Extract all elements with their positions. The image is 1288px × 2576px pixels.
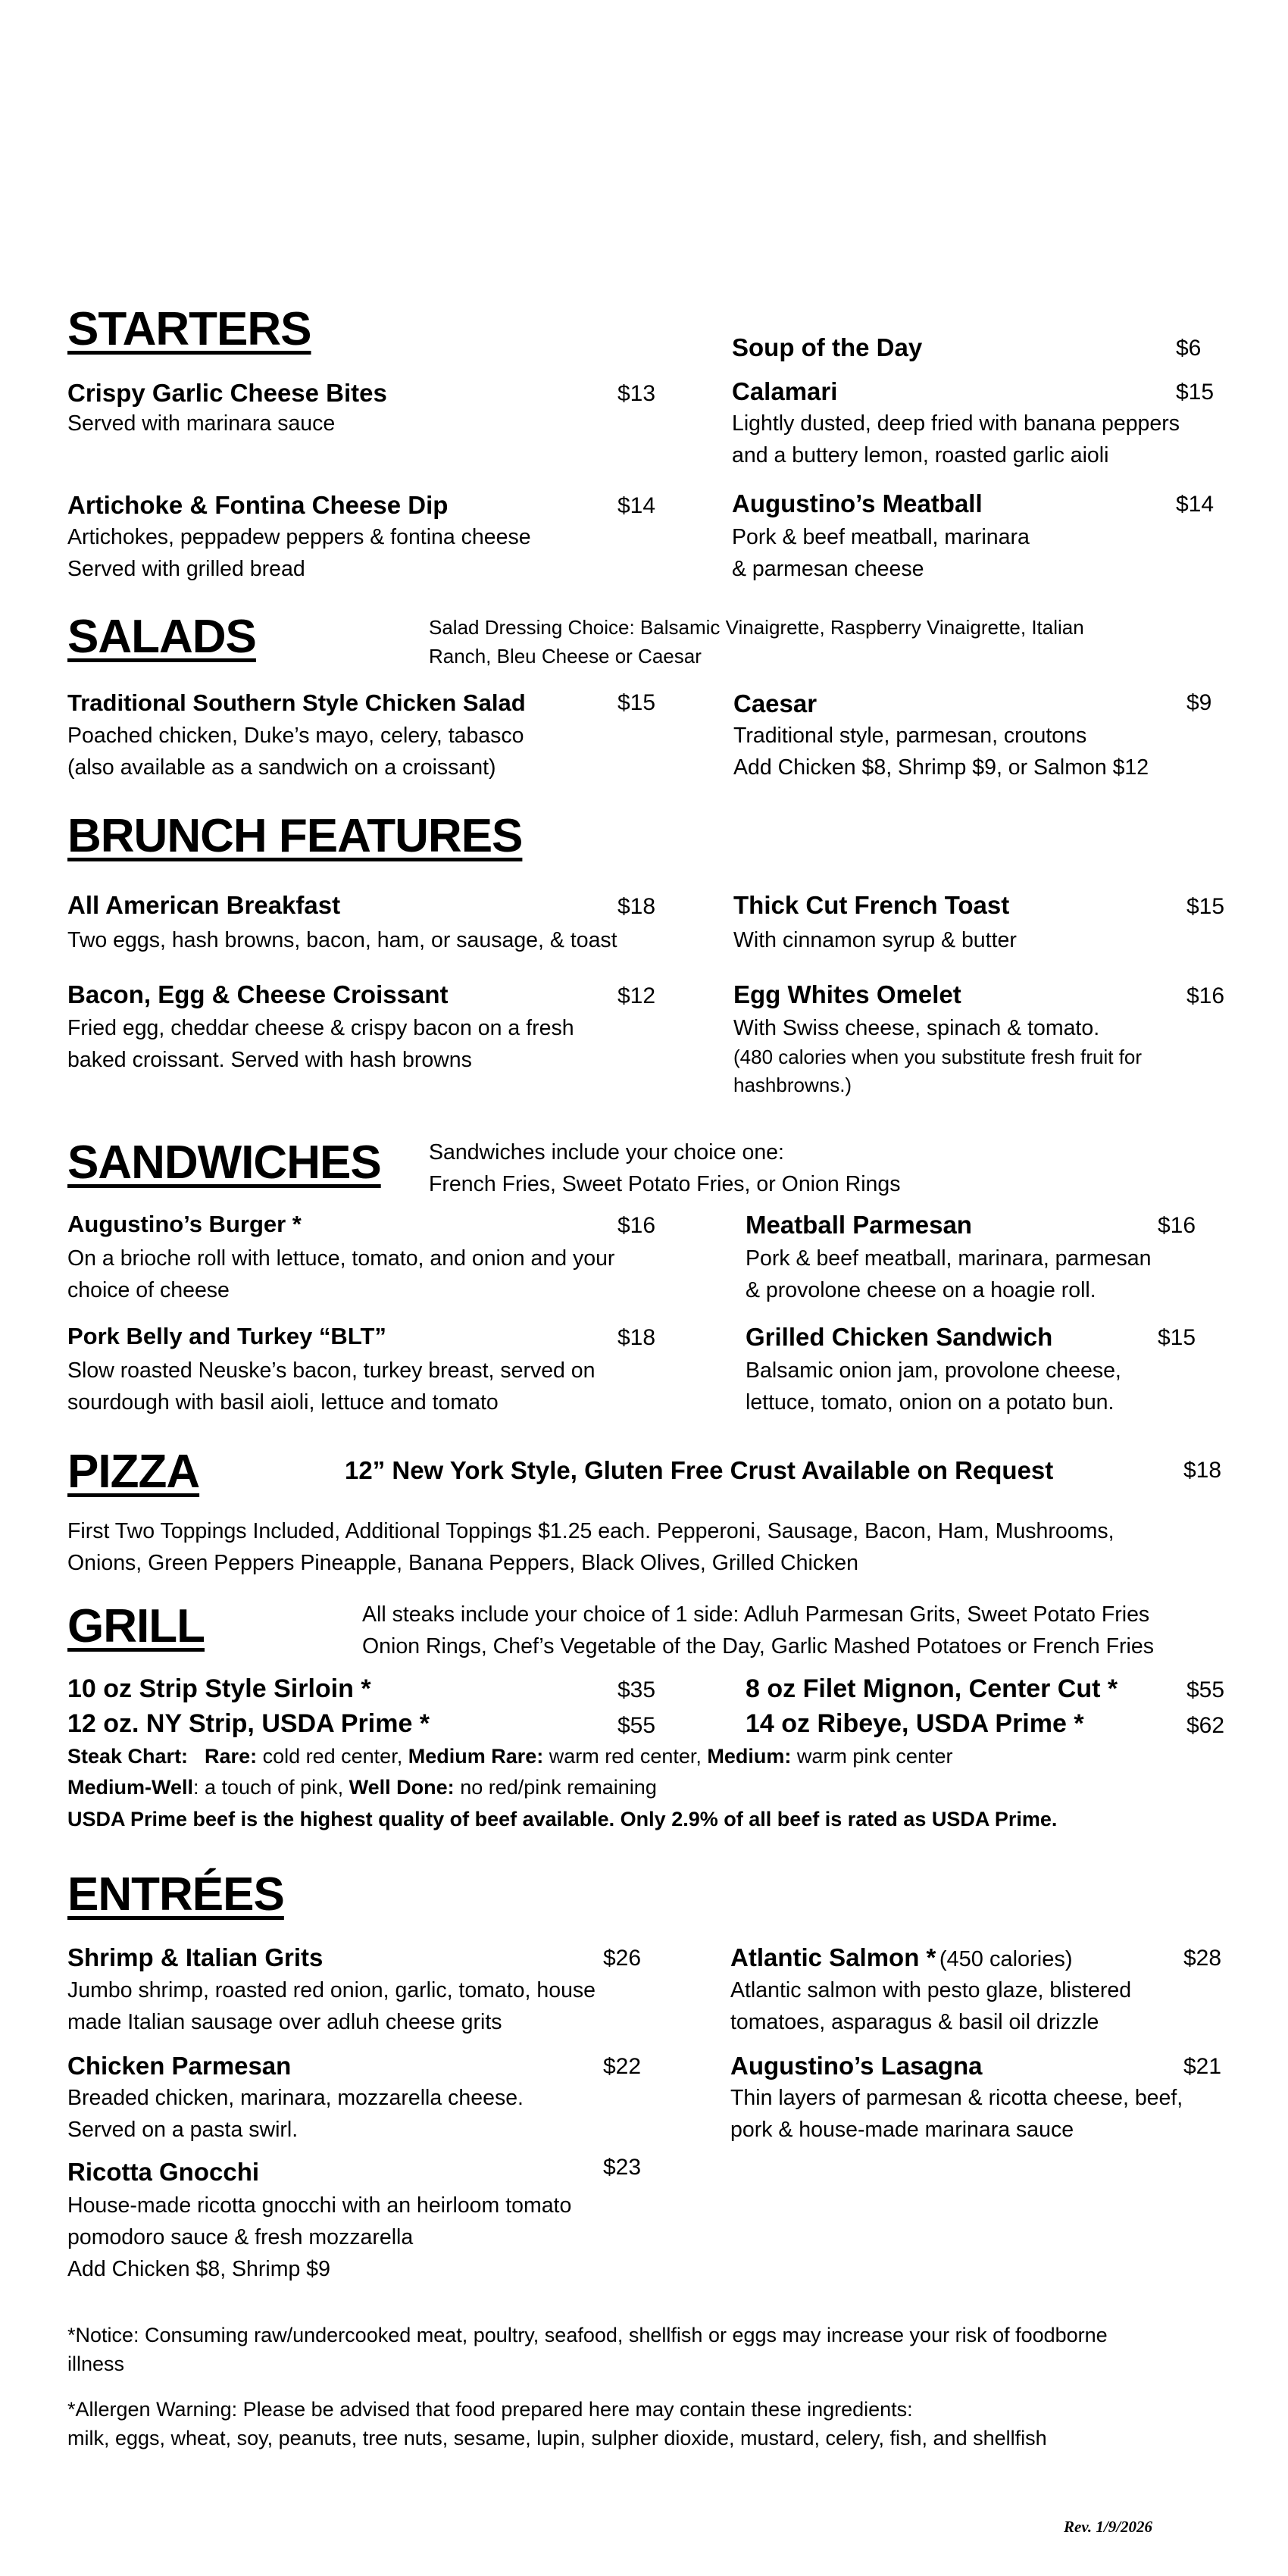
item-price: $18 [617,894,656,919]
item-price: $28 [1183,1946,1222,1971]
item-desc: Traditional style, parmesan, croutons [733,724,1087,748]
item-name: Caesar [733,689,818,717]
item-price: $6 [1176,336,1202,361]
item-desc: House-made ricotta gnocchi with an heirloom tomato [67,2193,572,2218]
item-desc: Slow roasted Neuske’s bacon, turkey breast, served on [67,1358,596,1383]
item-price: $13 [617,381,656,406]
item-name: Ricotta Gnocchi [67,2158,260,2186]
medium-label: Medium: [707,1745,792,1768]
salad-dressing-note: Salad Dressing Choice: Balsamic Vinaigrette, Raspberry Vinaigrette, Italian [429,616,1084,639]
salad-dressing-note: Ranch, Bleu Cheese or Caesar [429,645,702,667]
grill-heading: GRILL [67,1600,205,1652]
item-desc: pomodoro sauce & fresh mozzarella [67,2225,414,2249]
item-desc: Lightly dusted, deep fried with banana peppers [732,411,1180,436]
item-name: Thick Cut French Toast [733,891,1010,919]
item-desc: Served with marinara sauce [67,411,336,436]
item-name: Calamari [732,377,838,405]
item-desc: lettuce, tomato, onion on a potato bun. [746,1390,1114,1415]
medium-desc: warm pink center [796,1745,953,1768]
pizza-price: $18 [1183,1458,1222,1483]
item-price: $18 [617,1325,656,1350]
usda-prime-note: USDA Prime beef is the highest quality of beef available. Only 2.9% of all beef is rated as USDA Prime. [67,1808,1058,1830]
item-desc: and a buttery lemon, roasted garlic aioli [732,443,1109,467]
item-name: Atlantic Salmon * [730,1943,936,1971]
brunch-heading: BRUNCH FEATURES [67,810,523,862]
item-name: 14 oz Ribeye, USDA Prime * [746,1709,1084,1738]
grill-sides-note: Onion Rings, Chef’s Vegetable of the Day, Garlic Mashed Potatoes or French Fries [362,1634,1154,1658]
item-calories: (450 calories) [939,1947,1073,1971]
item-price: $21 [1183,2054,1222,2079]
item-name: 12 oz. NY Strip, USDA Prime * [67,1709,430,1738]
item-name: Grilled Chicken Sandwich [746,1323,1053,1351]
item-desc: With Swiss cheese, spinach & tomato. [733,1016,1100,1040]
steak-chart [67,1741,952,1772]
item-price: $55 [1186,1677,1225,1702]
item-price: $16 [1186,983,1225,1008]
item-name: 8 oz Filet Mignon, Center Cut * [746,1674,1118,1703]
item-name: Augustino’s Meatball [732,489,983,517]
item-desc: Atlantic salmon with pesto glaze, blistered [730,1978,1132,2002]
sandwiches-heading: SANDWICHES [67,1136,381,1189]
item-price: $16 [617,1213,656,1238]
item-desc: On a brioche roll with lettuce, tomato, and onion and your [67,1246,615,1271]
pizza-toppings: Onions, Green Peppers Pineapple, Banana Peppers, Black Olives, Grilled Chicken [67,1551,858,1575]
salads-heading: SALADS [67,611,256,663]
revision-date: Rev. 1/9/2026 [1064,2518,1153,2536]
item-desc: sourdough with basil aioli, lettuce and tomato [67,1390,499,1415]
item-price: $55 [617,1713,656,1738]
medium-well-label: Medium-Well [67,1776,194,1799]
item-name: Shrimp & Italian Grits [67,1943,324,1971]
item-name: Chicken Parmesan [67,2052,292,2080]
pizza-headline: 12” New York Style, Gluten Free Crust Available on Request [345,1456,1054,1484]
item-desc: choice of cheese [67,1278,230,1302]
steak-chart-label: Steak Chart: [67,1745,189,1768]
allergen-warning: *Allergen Warning: Please be advised that food prepared here may contain these ingredients: [67,2398,913,2421]
item-name: All American Breakfast [67,891,341,919]
item-desc: Add Chicken $8, Shrimp $9 [67,2257,330,2281]
item-desc: & provolone cheese on a hoagie roll. [746,1278,1096,1302]
item-name: Meatball Parmesan [746,1211,972,1239]
consumption-notice: illness [67,2352,125,2375]
item-calorie-note: hashbrowns.) [733,1074,852,1096]
item-price: $15 [1158,1325,1196,1350]
well-done-label: Well Done: [349,1776,455,1799]
medium-rare-label: Medium Rare: [408,1745,544,1768]
item-name: Traditional Southern Style Chicken Salad [67,689,526,716]
item-desc: Served with grilled bread [67,557,305,581]
pizza-heading: PIZZA [67,1446,200,1498]
item-desc: Two eggs, hash browns, bacon, ham, or sausage, & toast [67,928,617,952]
item-price: $35 [617,1677,656,1702]
rare-desc: cold red center, [262,1745,403,1768]
item-price: $9 [1186,690,1212,715]
starters-heading: STARTERS [67,303,311,355]
item-name: Egg Whites Omelet [733,980,961,1008]
entrees-heading: ENTRÉES [67,1868,284,1921]
item-desc: Pork & beef meatball, marinara [732,525,1030,549]
item-price: $22 [603,2054,642,2079]
item-calorie-note: (480 calories when you substitute fresh fruit for [733,1046,1143,1068]
item-price: $16 [1158,1213,1196,1238]
sandwich-sides-note: French Fries, Sweet Potato Fries, or Onion Rings [429,1172,901,1196]
item-price: $15 [1186,894,1225,919]
medium-rare-desc: warm red center, [549,1745,702,1768]
item-name: Pork Belly and Turkey “BLT” [67,1323,386,1349]
item-desc: (also available as a sandwich on a croissant) [67,755,496,780]
item-desc: Jumbo shrimp, roasted red onion, garlic, tomato, house [67,1978,596,2002]
item-title-row [730,1945,1073,1971]
item-desc: pork & house-made marinara sauce [730,2118,1074,2142]
well-done-desc: no red/pink remaining [460,1776,657,1799]
item-name: Crispy Garlic Cheese Bites [67,379,387,407]
item-price: $15 [617,690,656,715]
item-desc: Balsamic onion jam, provolone cheese, [746,1358,1121,1383]
item-desc: tomatoes, asparagus & basil oil drizzle [730,2010,1099,2034]
item-desc: baked croissant. Served with hash browns [67,1048,472,1072]
item-price: $12 [617,983,656,1008]
item-desc: made Italian sausage over adluh cheese grits [67,2010,502,2034]
item-desc: Breaded chicken, marinara, mozzarella cheese. [67,2086,524,2110]
item-price: $15 [1176,380,1215,405]
item-price: $14 [617,493,656,518]
item-desc: With cinnamon syrup & butter [733,928,1017,952]
grill-sides-note: All steaks include your choice of 1 side: Adluh Parmesan Grits, Sweet Potato Fries [362,1602,1150,1627]
item-price: $62 [1186,1713,1225,1738]
item-name: Augustino’s Lasagna [730,2052,983,2080]
item-name: Bacon, Egg & Cheese Croissant [67,980,449,1008]
item-desc: Fried egg, cheddar cheese & crispy bacon on a fresh [67,1016,574,1040]
item-desc: Pork & beef meatball, marinara, parmesan [746,1246,1152,1271]
item-desc: Add Chicken $8, Shrimp $9, or Salmon $12 [733,755,1149,780]
consumption-notice: *Notice: Consuming raw/undercooked meat, poultry, seafood, shellfish or eggs may increase your risk of foodborne [67,2324,1108,2346]
item-desc: Thin layers of parmesan & ricotta cheese, beef, [730,2086,1183,2110]
item-name: Augustino’s Burger * [67,1211,302,1237]
item-price: $26 [603,1946,642,1971]
item-name: Soup of the Day [732,333,923,361]
item-price: $23 [603,2155,642,2180]
item-name: Artichoke & Fontina Cheese Dip [67,491,449,519]
item-price: $14 [1176,492,1215,517]
item-desc: Artichokes, peppadew peppers & fontina cheese [67,525,531,549]
sandwich-sides-note: Sandwiches include your choice one: [429,1140,784,1165]
item-desc: & parmesan cheese [732,557,924,581]
medium-well-desc: : a touch of pink, [193,1776,344,1799]
rare-label: Rare: [205,1745,258,1768]
item-desc: Poached chicken, Duke’s mayo, celery, tabasco [67,724,524,748]
pizza-toppings: First Two Toppings Included, Additional Toppings $1.25 each. Pepperoni, Sausage, Bacon, Ham, Mushrooms, [67,1519,1114,1543]
allergen-warning: milk, eggs, wheat, soy, peanuts, tree nuts, sesame, lupin, sulpher dioxide, mustard, celery, fish, and shellfish [67,2427,1047,2449]
item-name: 10 oz Strip Style Sirloin * [67,1674,371,1703]
steak-chart [67,1772,657,1803]
item-desc: Served on a pasta swirl. [67,2118,299,2142]
